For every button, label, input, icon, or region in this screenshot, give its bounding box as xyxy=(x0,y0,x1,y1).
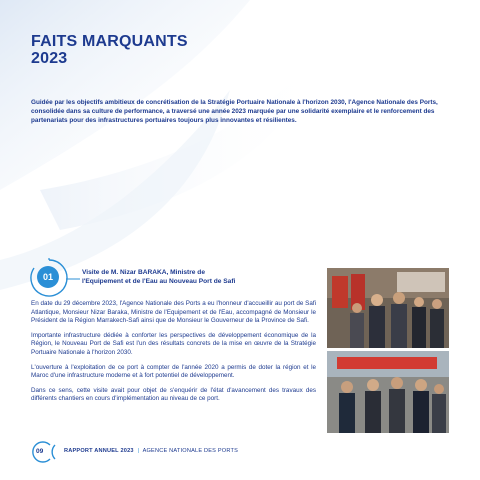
section-title-line1: Visite de M. Nizar BARAKA, Ministre de xyxy=(82,269,205,276)
report-name: RAPPORT ANNUEL 2023 xyxy=(64,448,134,454)
section-badge xyxy=(29,258,69,298)
section-title-line2: l'Equipement et de l'Eau au Nouveau Port de Safi xyxy=(82,278,236,285)
footer-caption xyxy=(64,448,238,454)
page-title-line1: FAITS MARQUANTS xyxy=(31,33,188,50)
paragraph: L'ouverture à l'exploitation de ce port à compter de l'année 2020 a permis de doter la région et le Maroc d'une infrastructure moderne et à fort potentiel de développement. xyxy=(31,363,316,380)
page-title xyxy=(31,33,188,67)
article-body xyxy=(31,300,316,410)
paragraph: En date du 29 décembre 2023, l'Agence Nationale des Ports a eu l'honneur d'accueillir au port de Safi Atlantique, Monsieur Nizar Baraka, Ministre de l'Equipement et de l'Eau, accompagné de Monsieur le Président de la Région Marrakech-Safi ainsi que de Monsieur le Gouverneur de la Province de Safi. xyxy=(31,300,316,325)
page-title-line2: 2023 xyxy=(31,50,68,67)
page-number: 09 xyxy=(36,448,44,455)
section-number: 01 xyxy=(37,266,59,288)
connector-line xyxy=(66,278,80,280)
agency-name: AGENCE NATIONALE DES PORTS xyxy=(142,448,239,454)
footer-separator: | xyxy=(137,448,140,454)
visit-photo-1 xyxy=(327,268,449,348)
intro-paragraph: Guidée par les objectifs ambitieux de concrétisation de la Stratégie Portuaire Nationale à l'horizon 2030, l'Agence Nationale des Ports, consolidée dans sa culture de performance, a traversé une année 2023 marquée par une solidarité exemplaire et le renforcement des partenariats pour des infrastructures portuaires toujours plus innovantes et résilientes. xyxy=(31,99,438,124)
section-title xyxy=(82,268,302,286)
paragraph: Dans ce sens, cette visite avait pour objet de s'enquérir de l'état d'avancement des travaux des différents chantiers en cours d'implémentation au niveau de ce port. xyxy=(31,386,316,403)
visit-photo-2 xyxy=(327,351,449,433)
paragraph: Importante infrastructure dédiée à conforter les perspectives de développement économique de la Région, le Nouveau Port de Safi est l'un des résultats concrets de la mise en œuvre de la Stratégie Portuaire Nationale à l'horizon 2030. xyxy=(31,331,316,356)
page-footer xyxy=(28,441,448,463)
